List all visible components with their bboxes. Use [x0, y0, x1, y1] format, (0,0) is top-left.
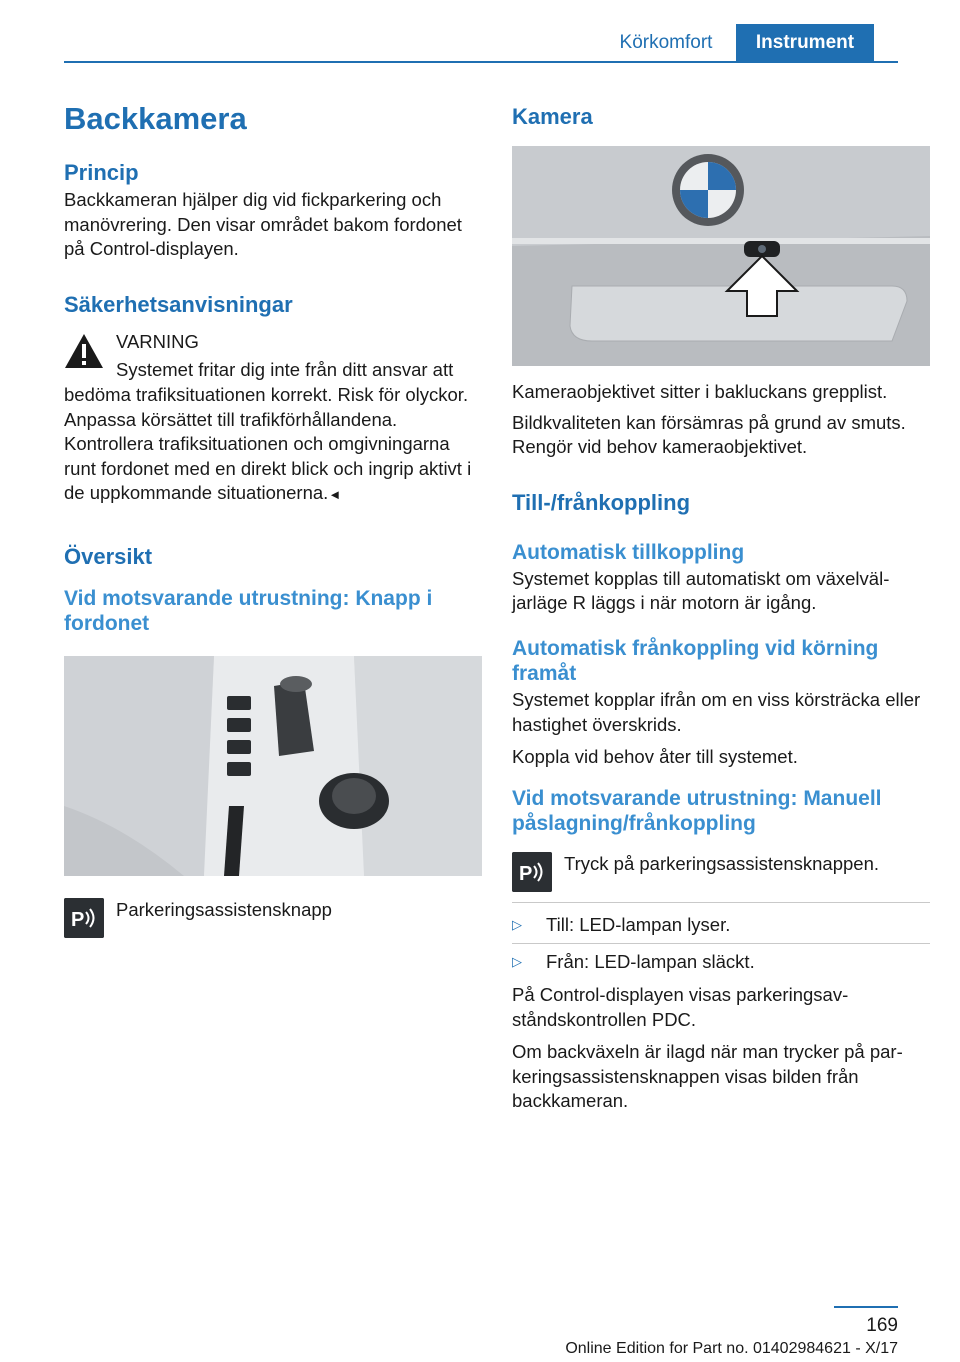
princip-text: Backkameran hjälper dig vid fickparkering och manövrering. Den visar området bakom fordonet på Control-displayen. [64, 189, 462, 260]
equipment-heading: Vid motsvarande utrustning: Knapp i fordonet [64, 586, 433, 635]
list-item [512, 913, 930, 938]
camera-photo [512, 146, 930, 366]
safety-heading: Säkerhetsanvisningar [64, 291, 293, 317]
right-column [512, 100, 930, 1114]
edition-footer: Online Edition for Part no. 01402984621 - X/17 [565, 1340, 898, 1357]
pdc-display-text: På Control-displayen visas parkeringsavståndskontrollen PDC. [512, 983, 849, 1030]
button-caption: Parkeringsassistensknapp [116, 898, 332, 920]
manual-text: Tryck på parkeringsassistensknappen. [564, 852, 879, 874]
auto-off-text: Systemet kopplar ifrån om en viss körsträcka eller hastighet överskrids. [512, 688, 921, 735]
camera-location-text: Kameraobjektivet sitter i bakluckans grepplist. [512, 381, 888, 402]
left-column [64, 100, 482, 938]
svg-text:P: P [71, 908, 85, 931]
console-photo [64, 656, 482, 876]
pdc-button-caption [64, 898, 482, 938]
page-header [0, 0, 960, 62]
auto-on-text: Systemet kopplas till automatiskt om växelväljarläge R läggs i när motorn är igång. [512, 567, 890, 614]
footer-rule [834, 1306, 898, 1308]
camera-heading: Kamera [512, 104, 593, 129]
warning-body: Systemet fritar dig inte från ditt ansvar att bedöma trafiksituationen korrekt. Risk för olyckor. Anpassa körsättet till trafikförhållandena. Kontrollera trafiksituationen och omgivningarna runt fordonet med en direkt blick och ingrip aktivt i de uppkommande situationerna. [64, 359, 472, 504]
princip-heading: Princip [64, 160, 139, 185]
center-console-image [64, 656, 482, 876]
manual-instruction [512, 852, 930, 892]
chapter-tab-korkomfort[interactable]: Körkomfort [619, 32, 713, 53]
chapter-tab-instrument[interactable]: Instrument [736, 24, 874, 62]
tailgate-camera-image [512, 146, 930, 366]
parking-assist-icon [512, 852, 552, 892]
header-rule [64, 61, 898, 63]
list-item-text: Från: LED-lampan släckt. [546, 951, 755, 973]
list-item [512, 950, 930, 975]
warning-text [64, 358, 482, 508]
auto-on-heading: Automatisk tillkoppling [512, 540, 745, 564]
manual-heading: Vid motsvarande utrustning: Manuell påslagning/frånkoppling [512, 786, 882, 835]
bullet-separator [512, 943, 930, 944]
triangle-bullet-icon: ▷ [512, 954, 522, 970]
end-mark-icon: ◄ [328, 487, 342, 503]
status-list [512, 950, 930, 975]
reverse-text: Om backväxeln är ilagd när man trycker på parkeringsassistensknappen visas bilden från backkameran. [512, 1041, 903, 1112]
switch-heading: Till-/frånkoppling [512, 489, 691, 515]
overview-heading: Översikt [64, 543, 153, 569]
page-number: 169 [866, 1315, 898, 1336]
bullet-separator [512, 902, 930, 903]
parking-assist-icon [64, 898, 104, 938]
triangle-bullet-icon: ▷ [512, 916, 522, 932]
list-item-text: Till: LED-lampan lyser. [546, 913, 731, 935]
warning-triangle-icon [64, 333, 104, 369]
svg-text:P: P [519, 862, 533, 885]
warning-title: VARNING [116, 330, 199, 352]
page-title: Backkamera [64, 101, 247, 136]
status-list [512, 913, 930, 938]
auto-off-heading: Automatisk frånkoppling vid körning framåt [512, 636, 879, 685]
camera-quality-text: Bildkvaliteten kan försämras på grund av smuts. Rengör vid behov kameraobjektivet. [512, 411, 906, 458]
warning-block [64, 330, 482, 508]
auto-off-reenable-text: Koppla vid behov åter till systemet. [512, 746, 798, 768]
